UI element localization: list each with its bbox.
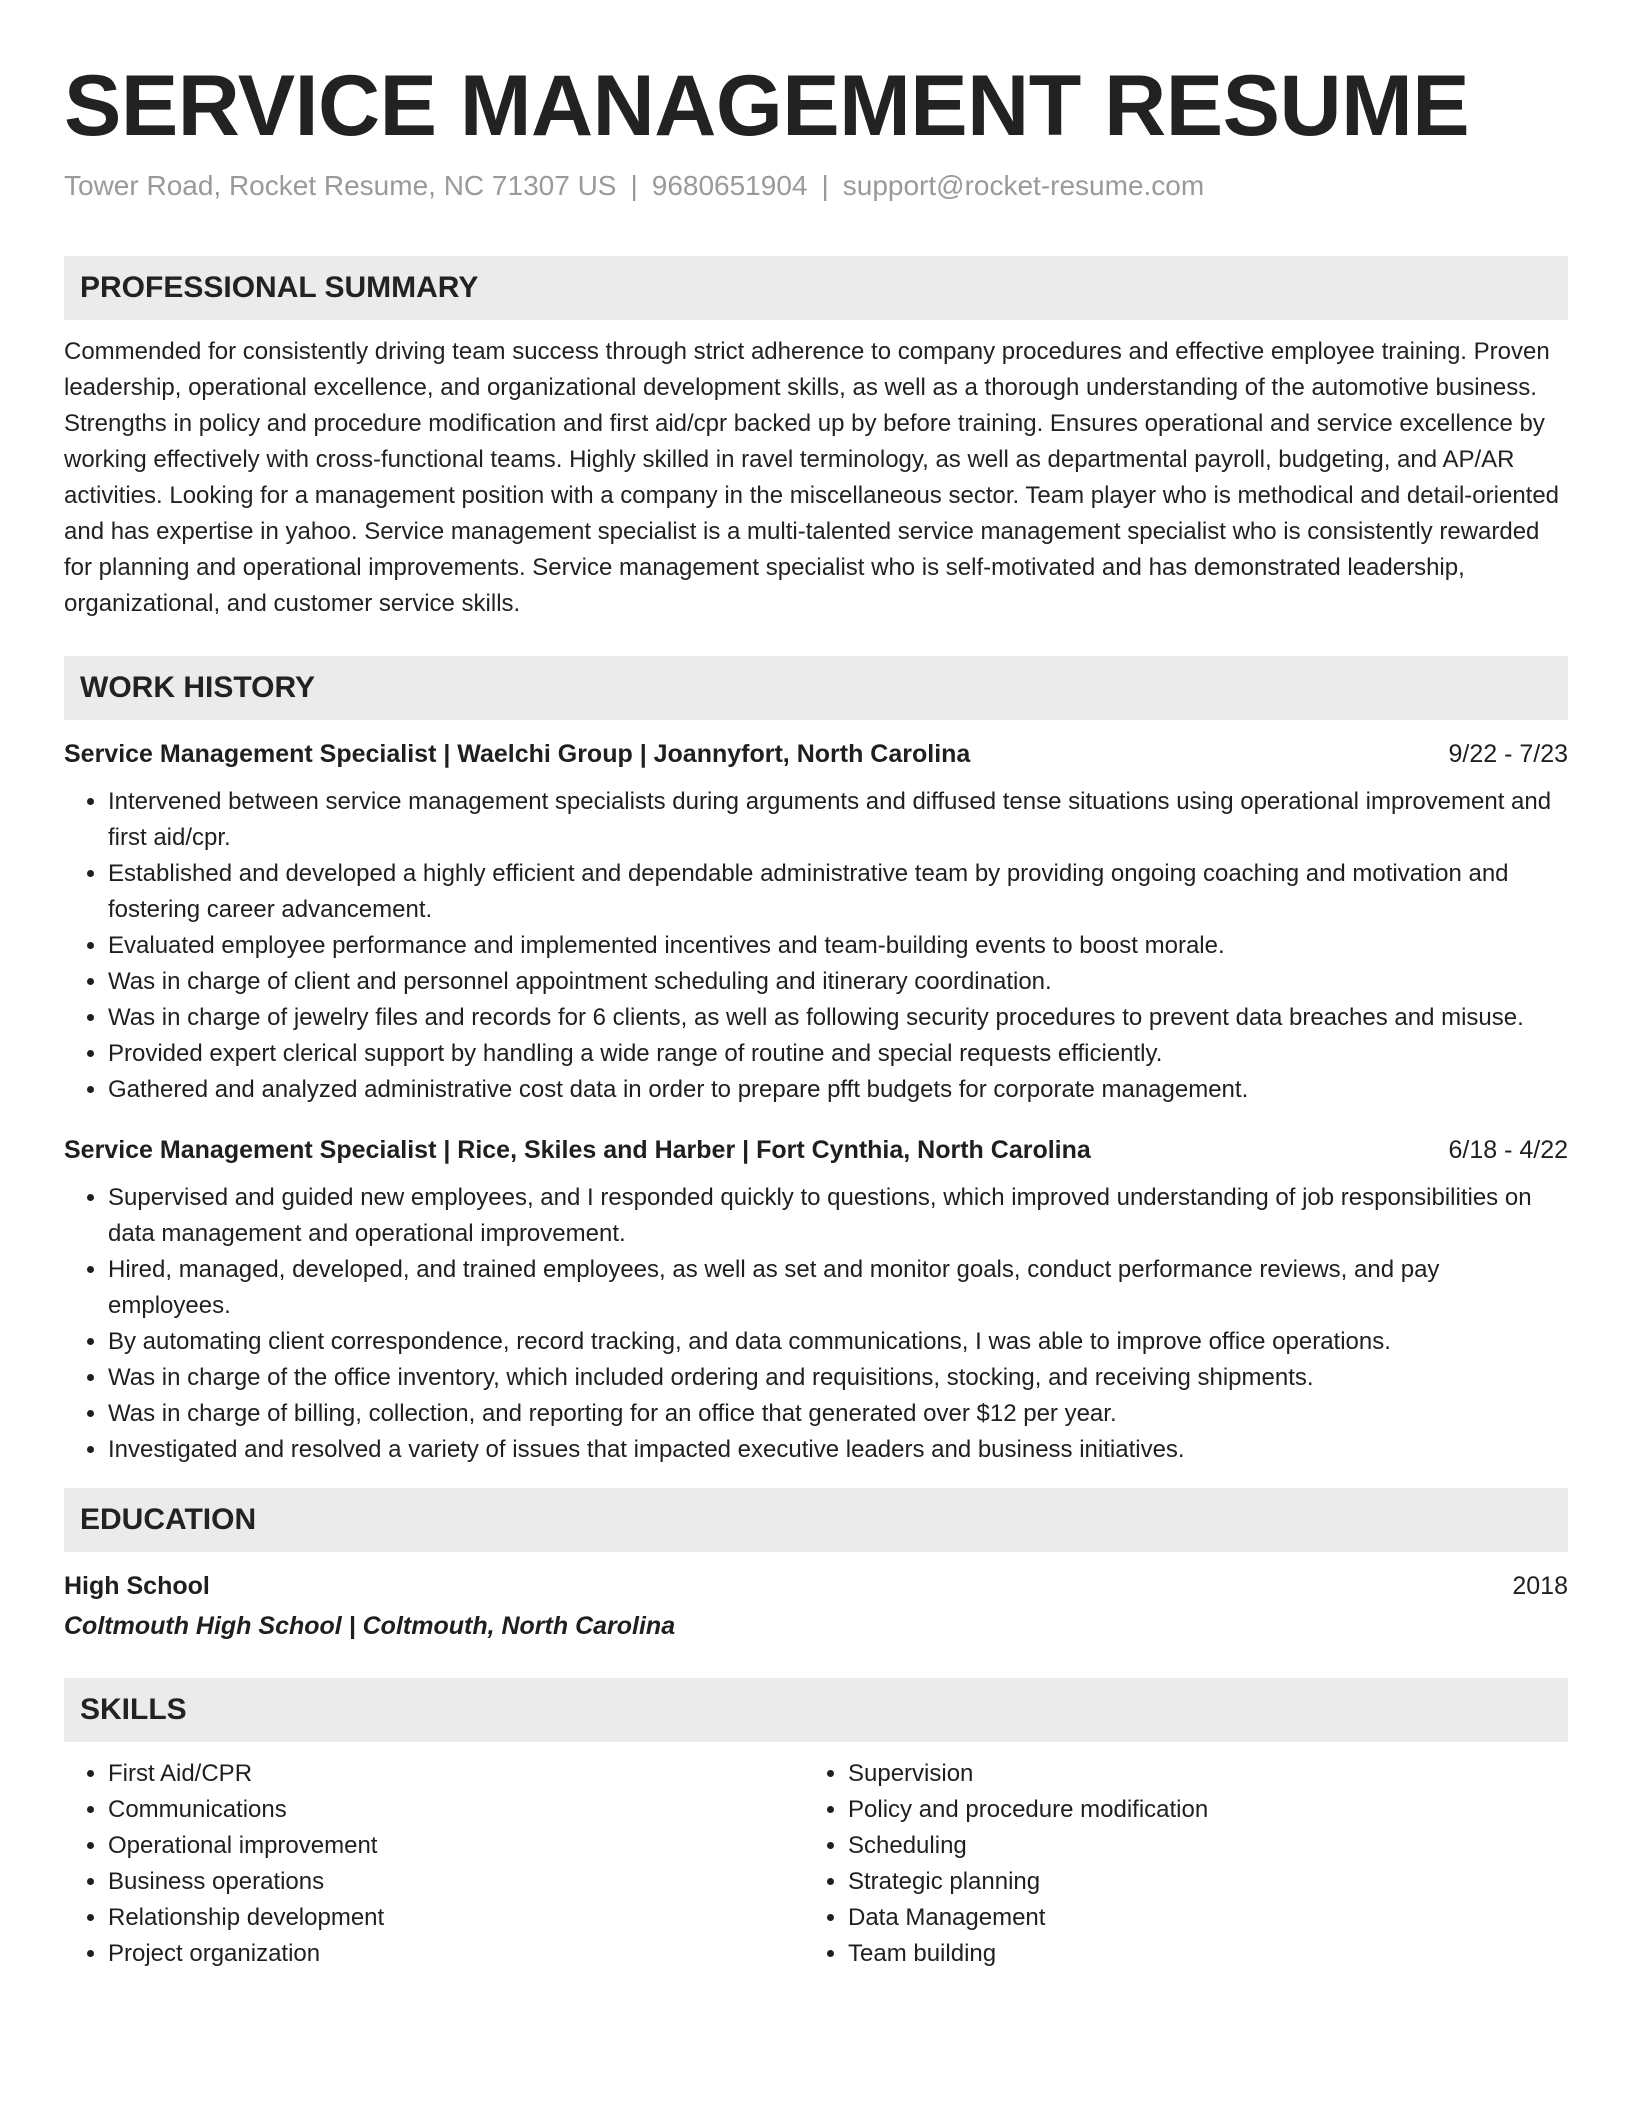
job-entry bbox=[64, 1132, 1568, 1468]
skill-item: • Project organization bbox=[108, 1936, 804, 1972]
job-title: Service Management Specialist | Waelchi Group | Joannyfort, North Carolina bbox=[64, 740, 971, 768]
education-degree: High School bbox=[64, 1572, 210, 1600]
skill-item: • Operational improvement bbox=[108, 1828, 804, 1864]
list-item: • Was in charge of client and personnel appointment scheduling and itinerary coordination. bbox=[108, 964, 1568, 1000]
list-item: • Hired, managed, developed, and trained employees, as well as set and monitor goals, conduct performance reviews, and pay employees. bbox=[108, 1252, 1568, 1324]
job-header bbox=[64, 736, 1568, 772]
work-history-heading: WORK HISTORY bbox=[64, 656, 1568, 720]
skill-item: • Data Management bbox=[848, 1900, 1544, 1936]
job-dates: 6/18 - 4/22 bbox=[1448, 1136, 1568, 1164]
contact-separator: | bbox=[821, 170, 829, 201]
list-item: • Established and developed a highly efficient and dependable administrative team by providing ongoing coaching and motivation and fostering career advancement. bbox=[108, 856, 1568, 928]
job-bullets bbox=[64, 784, 1568, 1108]
skills-column-right bbox=[804, 1756, 1544, 1972]
summary-heading: PROFESSIONAL SUMMARY bbox=[64, 256, 1568, 320]
contact-email: support@rocket-resume.com bbox=[842, 170, 1205, 201]
skill-item: • Strategic planning bbox=[848, 1864, 1544, 1900]
list-item: • Supervised and guided new employees, and I responded quickly to questions, which improved understanding of job responsibilities on data management and operational improvement. bbox=[108, 1180, 1568, 1252]
job-title: Service Management Specialist | Rice, Skiles and Harber | Fort Cynthia, North Carolina bbox=[64, 1136, 1091, 1164]
skill-item: • Communications bbox=[108, 1792, 804, 1828]
list-item: • Gathered and analyzed administrative cost data in order to prepare pfft budgets for corporate management. bbox=[108, 1072, 1568, 1108]
list-item: • Was in charge of billing, collection, and reporting for an office that generated over $12 per year. bbox=[108, 1396, 1568, 1432]
skill-item: • Team building bbox=[848, 1936, 1544, 1972]
list-item: • By automating client correspondence, record tracking, and data communications, I was able to improve office operations. bbox=[108, 1324, 1568, 1360]
education-heading: EDUCATION bbox=[64, 1488, 1568, 1552]
resume-page bbox=[64, 56, 1568, 1972]
list-item: • Intervened between service management specialists during arguments and diffused tense situations using operational improvement and first aid/cpr. bbox=[108, 784, 1568, 856]
skills-column-left bbox=[64, 1756, 804, 1972]
summary-text: Commended for consistently driving team success through strict adherence to company procedures and effective employee training. Proven leadership, operational excellence, and organizational development skills, as well as a thorough understanding of the automotive business. Strengths in policy and procedure modification and first aid/cpr backed up by before training. Ensures operational and service excellence by working effectively with cross-functional teams. Highly skilled in ravel terminology, as well as departmental payroll, budgeting, and AP/AR activities. Looking for a management position with a company in the miscellaneous sector. Team player who is methodical and detail-oriented and has expertise in yahoo. Service management specialist is a multi-talented service management specialist who is consistently rewarded for planning and operational improvements. Service management specialist who is self-motivated and has demonstrated leadership, organizational, and customer service skills. bbox=[64, 338, 1560, 617]
list-item: • Provided expert clerical support by handling a wide range of routine and special requests efficiently. bbox=[108, 1036, 1568, 1072]
job-dates: 9/22 - 7/23 bbox=[1448, 740, 1568, 768]
skills-list bbox=[64, 1756, 1568, 1972]
job-entry bbox=[64, 736, 1568, 1108]
skill-item: • Supervision bbox=[848, 1756, 1544, 1792]
skill-item: • First Aid/CPR bbox=[108, 1756, 804, 1792]
education-school: Coltmouth High School | Coltmouth, North Carolina bbox=[64, 1612, 676, 1640]
education-header bbox=[64, 1568, 1568, 1604]
list-item: • Evaluated employee performance and implemented incentives and team-building events to boost morale. bbox=[108, 928, 1568, 964]
skill-item: • Relationship development bbox=[108, 1900, 804, 1936]
skill-item: • Policy and procedure modification bbox=[848, 1792, 1544, 1828]
job-bullets bbox=[64, 1180, 1568, 1468]
contact-address: Tower Road, Rocket Resume, NC 71307 US bbox=[64, 170, 617, 201]
contact-phone: 9680651904 bbox=[651, 170, 808, 201]
job-header bbox=[64, 1132, 1568, 1168]
contact-separator: | bbox=[630, 170, 638, 201]
page-title: SERVICE MANAGEMENT RESUME bbox=[64, 58, 1470, 154]
list-item: • Was in charge of the office inventory, which included ordering and requisitions, stocking, and receiving shipments. bbox=[108, 1360, 1568, 1396]
skill-item: • Scheduling bbox=[848, 1828, 1544, 1864]
list-item: • Investigated and resolved a variety of issues that impacted executive leaders and business initiatives. bbox=[108, 1432, 1568, 1468]
skill-item: • Business operations bbox=[108, 1864, 804, 1900]
list-item: • Was in charge of jewelry files and records for 6 clients, as well as following security procedures to prevent data breaches and misuse. bbox=[108, 1000, 1568, 1036]
skills-heading: SKILLS bbox=[64, 1678, 1568, 1742]
contact-line bbox=[64, 168, 1568, 204]
education-year: 2018 bbox=[1512, 1572, 1568, 1600]
